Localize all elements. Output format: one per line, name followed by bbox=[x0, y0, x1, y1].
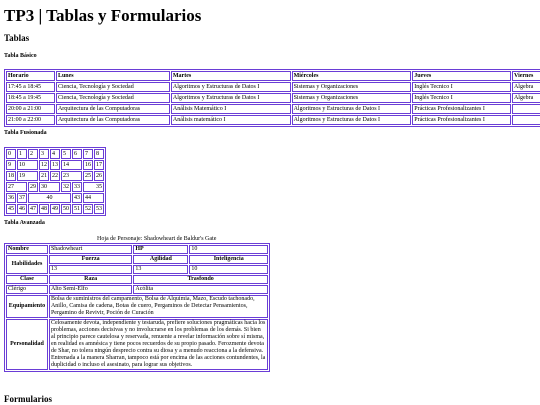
table-row bbox=[6, 82, 540, 92]
table-cell bbox=[512, 115, 540, 125]
table-row bbox=[6, 104, 540, 114]
table-cell: Algebra bbox=[512, 82, 540, 92]
table-cell: 45 bbox=[8, 206, 14, 212]
raza-value: Alto Semi-Elfo bbox=[49, 285, 132, 294]
table-row bbox=[6, 115, 540, 125]
table-cell: Inglés Tecnico I bbox=[412, 93, 511, 103]
table-cell: 46 bbox=[19, 206, 25, 212]
trasfondo-label: Trasfondo bbox=[133, 275, 268, 284]
table-cell: 47 bbox=[30, 206, 36, 212]
nombre-value: Shadowheart bbox=[49, 245, 132, 254]
table-cell: 50 bbox=[63, 206, 69, 212]
header-horario: Horario bbox=[6, 71, 55, 81]
table-cell: 18:45 a 19:45 bbox=[6, 93, 55, 103]
personalidad-label: Personalidad bbox=[6, 319, 48, 370]
table-cell: 5 bbox=[61, 149, 71, 159]
table-cell: 51 bbox=[74, 206, 80, 212]
table-cell: 29 bbox=[30, 184, 36, 190]
table-cell: Ciencia, Tecnología y Sociedad bbox=[56, 93, 170, 103]
table-cell: 3 bbox=[39, 149, 49, 159]
table-cell: Algoritmos y Estructuras de Datos I bbox=[171, 82, 291, 92]
section-heading-tabla-fusionada: Tabla Fusionada bbox=[4, 130, 47, 136]
table-row bbox=[6, 204, 104, 214]
fuerza-value: 13 bbox=[49, 265, 132, 274]
raza-label: Raza bbox=[49, 275, 132, 284]
table-row bbox=[6, 255, 268, 264]
header-miercoles: Miércoles bbox=[292, 71, 412, 81]
table-row bbox=[6, 319, 268, 370]
table-cell bbox=[512, 104, 540, 114]
section-heading-formularios: Formularios bbox=[4, 394, 52, 404]
tabla-basica bbox=[4, 69, 540, 127]
hp-value: 10 bbox=[189, 245, 268, 254]
table-cell: 16 bbox=[85, 162, 91, 168]
table-row bbox=[6, 93, 540, 103]
table-cell: 49 bbox=[52, 206, 58, 212]
inteligencia-label: Inteligencia bbox=[189, 255, 268, 264]
header-jueves: Jueves bbox=[412, 71, 511, 81]
table-cell: 21:00 a 22:00 bbox=[6, 115, 55, 125]
table-cell: 12 bbox=[41, 162, 47, 168]
table-cell: 35 bbox=[83, 182, 104, 192]
table-row bbox=[6, 295, 268, 318]
nombre-label: Nombre bbox=[6, 245, 48, 254]
table-cell: 18 bbox=[8, 173, 14, 179]
header-lunes: Lunes bbox=[56, 71, 170, 81]
table-cell: 22 bbox=[52, 173, 58, 179]
table-row bbox=[6, 149, 104, 159]
table-row bbox=[6, 275, 268, 284]
personalidad-value: Celosamente devota, independiente y testaruda, prefiere soluciones pragmáticas hacia los problemas, acciones decisivas y no involucrarse en los problemas de los demás. Si bien al principio parece cautelosa y reservada, renuente a revelar información sobre sí misma, en realidad es amnésica y tiene pocos recuerdos de su propio pasado. Ferozmente devota de Shar, no tolera ningún desprecio contra su diosa y a menudo reacciona a la defensiva. Entrenada a la manera Sharran, tampoco está por encima de las acciones contundentes, la duplicidad o incluso el asesinato, para lograr sus objetivos. bbox=[49, 319, 268, 370]
page-title: TP3 | Tablas y Formularios bbox=[4, 6, 202, 25]
table-cell: 9 bbox=[6, 160, 16, 170]
table-cell: 48 bbox=[41, 206, 47, 212]
table-row bbox=[6, 245, 268, 254]
trasfondo-value: Acólita bbox=[133, 285, 268, 294]
table-header-row bbox=[6, 71, 540, 81]
table-caption: Hoja de Personaje: Shadowheart de Baldur's Gate bbox=[97, 236, 217, 242]
table-cell: 43 bbox=[74, 195, 80, 201]
table-cell: 1 bbox=[17, 149, 27, 159]
hp-label: HP bbox=[133, 245, 188, 254]
table-cell: Inglés Tecnico I bbox=[412, 82, 511, 92]
table-cell: Análisis matemático I bbox=[171, 115, 291, 125]
table-cell: 52 bbox=[85, 206, 91, 212]
table-cell: Algoritmos y Estructuras de Datos I bbox=[171, 93, 291, 103]
habilidades-label: Habilidades bbox=[6, 255, 48, 274]
table-cell: 14 bbox=[61, 160, 82, 170]
table-cell: Arquitectura de las Computadoras bbox=[56, 104, 170, 114]
table-cell: Prácticas Profesionalizantes I bbox=[412, 104, 511, 114]
table-cell: 27 bbox=[6, 182, 27, 192]
table-cell: 4 bbox=[50, 149, 60, 159]
header-martes: Martes bbox=[171, 71, 291, 81]
table-cell: 40 bbox=[28, 193, 71, 203]
clase-label: Clase bbox=[6, 275, 48, 284]
clase-value: Clérigo bbox=[6, 285, 48, 294]
table-cell: 44 bbox=[83, 193, 104, 203]
table-cell: 6 bbox=[72, 149, 82, 159]
section-heading-tabla-basica: Tabla Básico bbox=[4, 53, 37, 59]
table-cell: Algoritmos y Estructuras de Datos I bbox=[292, 104, 412, 114]
table-cell: 17:45 a 18:45 bbox=[6, 82, 55, 92]
table-cell: 32 bbox=[63, 184, 69, 190]
table-row bbox=[6, 285, 268, 294]
table-cell: 7 bbox=[83, 149, 93, 159]
table-row bbox=[6, 182, 104, 192]
table-cell: 0 bbox=[6, 149, 16, 159]
table-cell: 25 bbox=[85, 173, 91, 179]
table-cell: 36 bbox=[8, 195, 14, 201]
table-cell: 21 bbox=[41, 173, 47, 179]
fuerza-label: Fuerza bbox=[49, 255, 132, 264]
equipamiento-value: Bolsa de suministros del campamento, Bolsa de Alquimia, Mazo, Escudo tachonado, Anillo, Camisa de cadena, Botas de cuero, Pergaminos de Detectar Pensamientos, Pergamino de Revivir, Poción de Curación bbox=[49, 295, 268, 318]
table-cell: Análisis Matemático I bbox=[171, 104, 291, 114]
table-cell: Algoritmos y Estructuras de Datos I bbox=[292, 115, 412, 125]
table-cell: Sistemas y Organizaciones bbox=[292, 93, 412, 103]
inteligencia-value: 10 bbox=[189, 265, 268, 274]
table-cell: 13 bbox=[52, 162, 58, 168]
table-cell: Algebra bbox=[512, 93, 540, 103]
agilidad-value: 13 bbox=[133, 265, 188, 274]
equipamiento-label: Equipamiento bbox=[6, 295, 48, 318]
table-cell: Sistemas y Organizaciones bbox=[292, 82, 412, 92]
tabla-fusionada bbox=[4, 147, 106, 216]
table-cell: 30 bbox=[39, 182, 60, 192]
table-cell: 26 bbox=[96, 173, 102, 179]
section-heading-tabla-avanzada: Tabla Avanzada bbox=[4, 220, 45, 226]
table-cell: Prácticas Profesionalizantes I bbox=[412, 115, 511, 125]
table-cell: 53 bbox=[96, 206, 102, 212]
table-cell: 17 bbox=[96, 162, 102, 168]
table-cell: 2 bbox=[28, 149, 38, 159]
table-cell: 10 bbox=[17, 160, 38, 170]
section-heading-tablas: Tablas bbox=[4, 33, 30, 43]
table-cell: Ciencia, Tecnología y Sociedad bbox=[56, 82, 170, 92]
table-cell: 19 bbox=[17, 171, 38, 181]
table-row bbox=[6, 171, 104, 181]
table-cell: 23 bbox=[61, 171, 82, 181]
table-row bbox=[6, 160, 104, 170]
table-cell: 8 bbox=[94, 149, 104, 159]
agilidad-label: Agilidad bbox=[133, 255, 188, 264]
table-cell: 33 bbox=[74, 184, 80, 190]
table-cell: Arquitectura de las Computadoras bbox=[56, 115, 170, 125]
table-cell: 37 bbox=[19, 195, 25, 201]
header-viernes: Viernes bbox=[512, 71, 540, 81]
table-cell: 20:00 a 21:00 bbox=[6, 104, 55, 114]
table-row bbox=[6, 193, 104, 203]
tabla-avanzada bbox=[4, 243, 270, 372]
